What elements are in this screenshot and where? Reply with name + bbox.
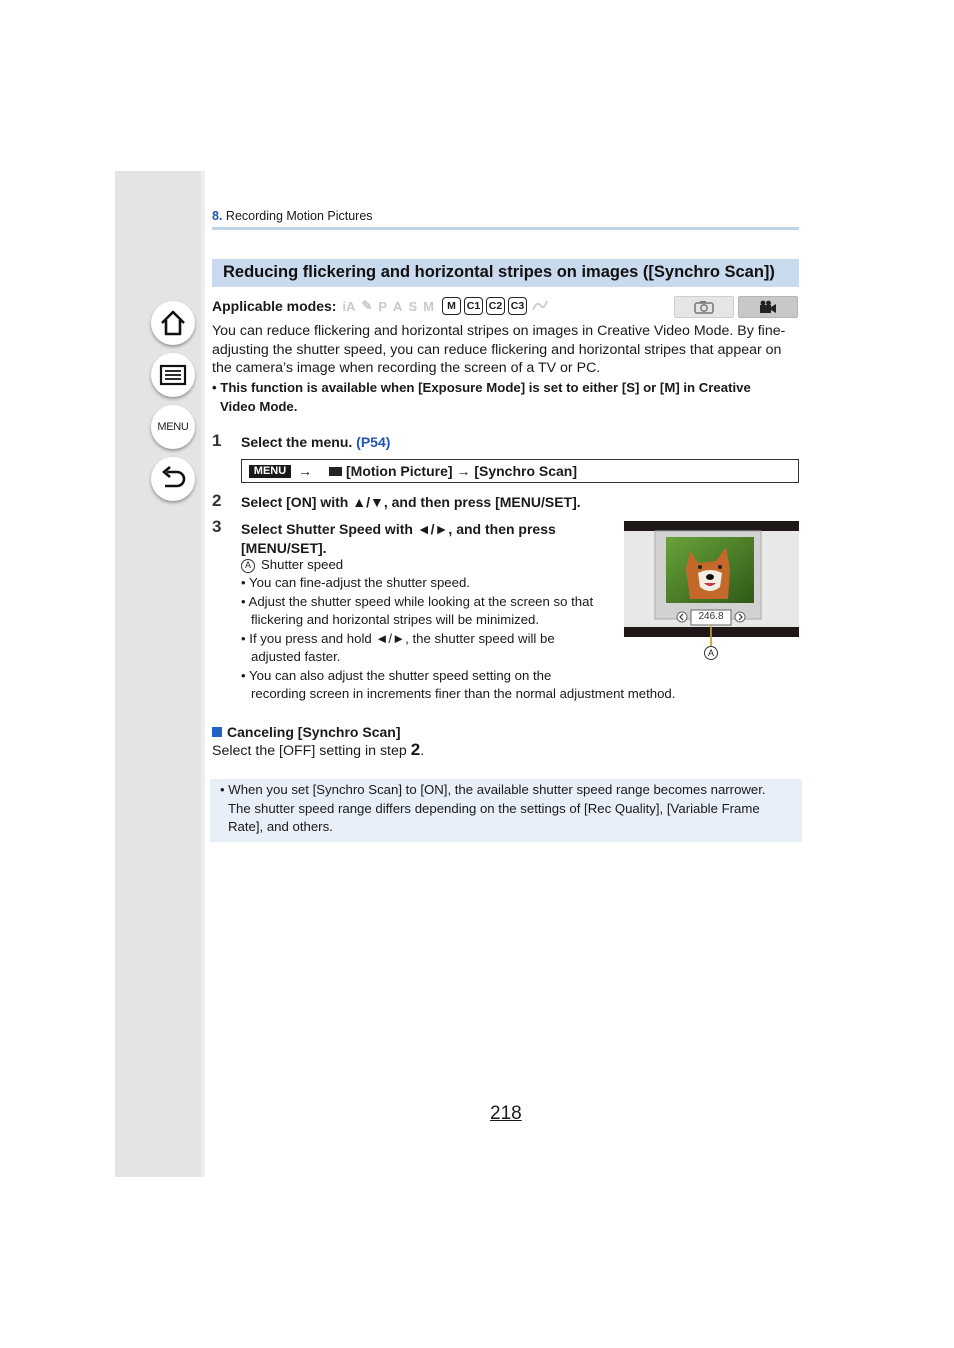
mode-creative: ✎ bbox=[361, 298, 373, 313]
menu-path bbox=[241, 459, 799, 483]
photo-tab bbox=[674, 296, 734, 318]
step-1-number: 1 bbox=[212, 431, 222, 450]
mode-m: M bbox=[423, 298, 434, 314]
chapter-number: 8. bbox=[212, 209, 223, 223]
step-1-label: Select the menu. bbox=[241, 434, 353, 450]
chapter-title: Recording Motion Pictures bbox=[225, 209, 373, 223]
menu-button[interactable] bbox=[151, 405, 195, 449]
cancel-text bbox=[212, 740, 424, 760]
menu-path-text: [Motion Picture] → [Synchro Scan] bbox=[346, 463, 578, 479]
callout-marker: A bbox=[241, 559, 255, 573]
bullet-3: • If you press and hold ◄/►, the shutter speed will be bbox=[241, 631, 555, 646]
mode-s: S bbox=[408, 298, 418, 314]
step-3-line2: [MENU/SET]. bbox=[241, 540, 327, 556]
mode-c2: C2 bbox=[486, 297, 505, 315]
back-arrow-icon bbox=[158, 464, 188, 494]
breadcrumb-rule bbox=[212, 227, 799, 230]
availability-note-line1: • This function is available when [Exposure Mode] is set to either [S] or [M] in Creative bbox=[212, 380, 751, 395]
mode-creative-video: M bbox=[442, 297, 461, 315]
screen-callout-marker: A bbox=[704, 646, 718, 660]
availability-note-line2: Video Mode. bbox=[220, 399, 298, 414]
info-line1: • When you set [Synchro Scan] to [ON], the available shutter speed range becomes narrower. bbox=[220, 782, 766, 797]
availability-note bbox=[212, 378, 798, 416]
bullet-3-cont: adjusted faster. bbox=[251, 649, 341, 664]
callout-text: Shutter speed bbox=[261, 557, 344, 572]
bullet-2-cont: flickering and horizontal stripes will be minimized. bbox=[251, 612, 540, 627]
mode-a: A bbox=[393, 298, 403, 314]
cancel-text-body: Select the [OFF] setting in step bbox=[212, 743, 407, 759]
camera-icon bbox=[694, 300, 714, 314]
step-2-number: 2 bbox=[212, 491, 222, 510]
step-3-number: 3 bbox=[212, 517, 222, 536]
contents-button[interactable] bbox=[151, 353, 195, 397]
step-3-line1: Select Shutter Speed with ◄/►, and then press bbox=[241, 521, 556, 537]
menu-label: MENU bbox=[157, 421, 189, 433]
page-number: 218 bbox=[490, 1103, 522, 1124]
shutter-speed-value: 246.8 bbox=[698, 611, 724, 622]
breadcrumb bbox=[212, 209, 373, 223]
bullet-2: • Adjust the shutter speed while looking at the screen so that bbox=[241, 594, 594, 609]
step-3-text bbox=[241, 520, 556, 558]
intro-paragraph: You can reduce flickering and horizontal stripes on images in Creative Video Mode. By fine-adjusting the shutter speed, you can reduce flickering and horizontal stripes that appear on the camera’s image when recording the screen of a TV or PC. bbox=[212, 323, 786, 376]
menu-arrow: → bbox=[298, 463, 312, 479]
step-2-text: Select [ON] with ▲/▼, and then press [MENU/SET]. bbox=[241, 494, 581, 510]
step-1-text bbox=[241, 434, 390, 450]
cancel-period: . bbox=[420, 743, 425, 759]
square-bullet-icon bbox=[212, 727, 222, 737]
callout-legend bbox=[241, 556, 343, 575]
scene-guide-icon bbox=[531, 298, 549, 314]
info-line3: Rate], and others. bbox=[228, 819, 333, 834]
motion-picture-icon bbox=[329, 467, 342, 476]
section-title: Reducing flickering and horizontal stripes on images ([Synchro Scan]) bbox=[212, 259, 799, 287]
list-icon bbox=[158, 360, 188, 390]
bullet-1: • You can fine-adjust the shutter speed. bbox=[241, 575, 470, 590]
bullet-4: • You can also adjust the shutter speed setting on the bbox=[241, 668, 552, 683]
page-link[interactable]: (P54) bbox=[356, 434, 391, 450]
mode-ia: iA bbox=[342, 298, 356, 314]
cancel-heading-text: Canceling [Synchro Scan] bbox=[227, 724, 401, 740]
back-button[interactable] bbox=[151, 457, 195, 501]
mode-c3: C3 bbox=[508, 297, 527, 315]
home-icon bbox=[158, 308, 188, 338]
camera-screen-illustration bbox=[624, 521, 799, 637]
video-camera-icon bbox=[758, 300, 778, 314]
modes-label: Applicable modes: bbox=[212, 298, 337, 314]
cancel-heading bbox=[212, 724, 400, 740]
mode-c1: C1 bbox=[464, 297, 483, 315]
info-line2: The shutter speed range differs depending on the settings of [Rec Quality], [Variable Frame bbox=[228, 800, 760, 816]
sidebar-edge bbox=[201, 171, 205, 1177]
mode-p: P bbox=[378, 298, 388, 314]
home-button[interactable] bbox=[151, 301, 195, 345]
applicable-modes bbox=[212, 297, 549, 315]
info-note bbox=[210, 779, 802, 842]
cancel-step-number: 2 bbox=[410, 740, 421, 759]
video-tab bbox=[738, 296, 798, 318]
bullet-4-cont: recording screen in increments finer than the normal adjustment method. bbox=[251, 686, 676, 701]
menu-chip: MENU bbox=[249, 465, 291, 478]
